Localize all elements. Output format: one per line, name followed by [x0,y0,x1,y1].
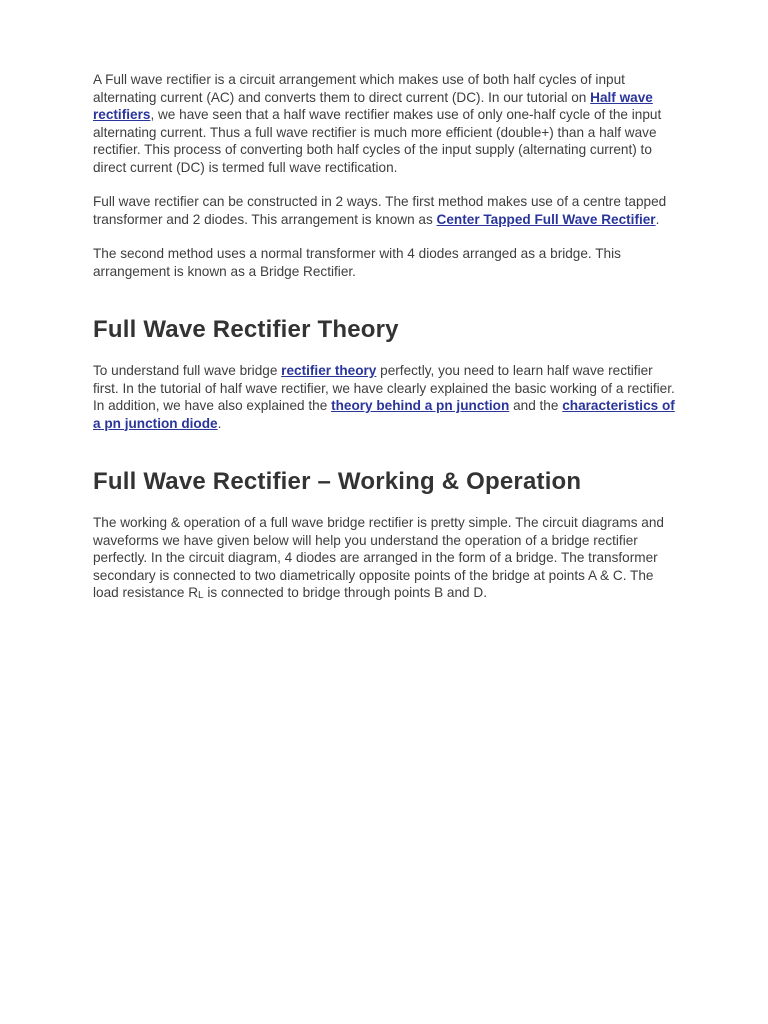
text-run: The working & operation of a full wave bridge rectifier is pretty simple. The circuit diagrams and waveforms we have given below will help you understand the operation of a bridge rectifier perfectly. In the circuit diagram, 4 diodes are arranged in the form of a bridge. The transformer secondary is connected to two diametrically opposite points of the bridge at points A & C. The load resistance R [93,515,664,600]
paragraph [93,245,679,280]
text-run: perfectly, you need to learn half wave rectifier first. In the tutorial of half wave rectifier, we have clearly explained the basic working of a rectifier. In addition, we have also explained the [93,363,675,413]
text-run: A Full wave rectifier is a circuit arrangement which makes use of both half cycles of input alternating current (AC) and converts them to direct current (DC). In our tutorial on [93,72,625,105]
text-link[interactable]: Center Tapped Full Wave Rectifier [436,211,656,227]
document-content [93,71,679,619]
paragraph [93,362,679,432]
text-run: . [655,211,660,227]
text-run: The second method uses a normal transformer with 4 diodes arranged as a bridge. This arrangement is known as a Bridge Rectifier. [93,246,621,279]
section-heading: Full Wave Rectifier – Working & Operation [93,468,582,495]
text-run: . [217,415,222,431]
paragraph [93,193,679,228]
subscript-text: L [198,590,204,602]
section-heading: Full Wave Rectifier Theory [93,316,399,343]
text-run: To understand full wave bridge [93,363,282,378]
text-run: Full wave rectifier can be constructed in 2 ways. The first method makes use of a centre tapped transformer and 2 diodes. This arrangement is known as [93,194,667,227]
text-run: is connected to bridge through points B and D. [203,585,487,600]
text-run: , we have seen that a half wave rectifier makes use of only one-half cycle of the input alternating current. Thus a full wave rectifier is much more efficient (double+) than a half wave rectifier. This process of converting both half cycles of the input supply (alternating current) to direct current (DC) is termed full wave rectification. [93,107,662,175]
paragraph [93,71,679,176]
text-link[interactable]: rectifier theory [281,363,377,378]
text-link[interactable]: theory behind a pn junction [331,398,510,413]
text-link[interactable]: characteristics of a pn junction diode [93,398,675,431]
text-link[interactable]: Half wave rectifiers [93,89,653,122]
paragraph [93,514,679,602]
text-run: and the [509,398,563,413]
